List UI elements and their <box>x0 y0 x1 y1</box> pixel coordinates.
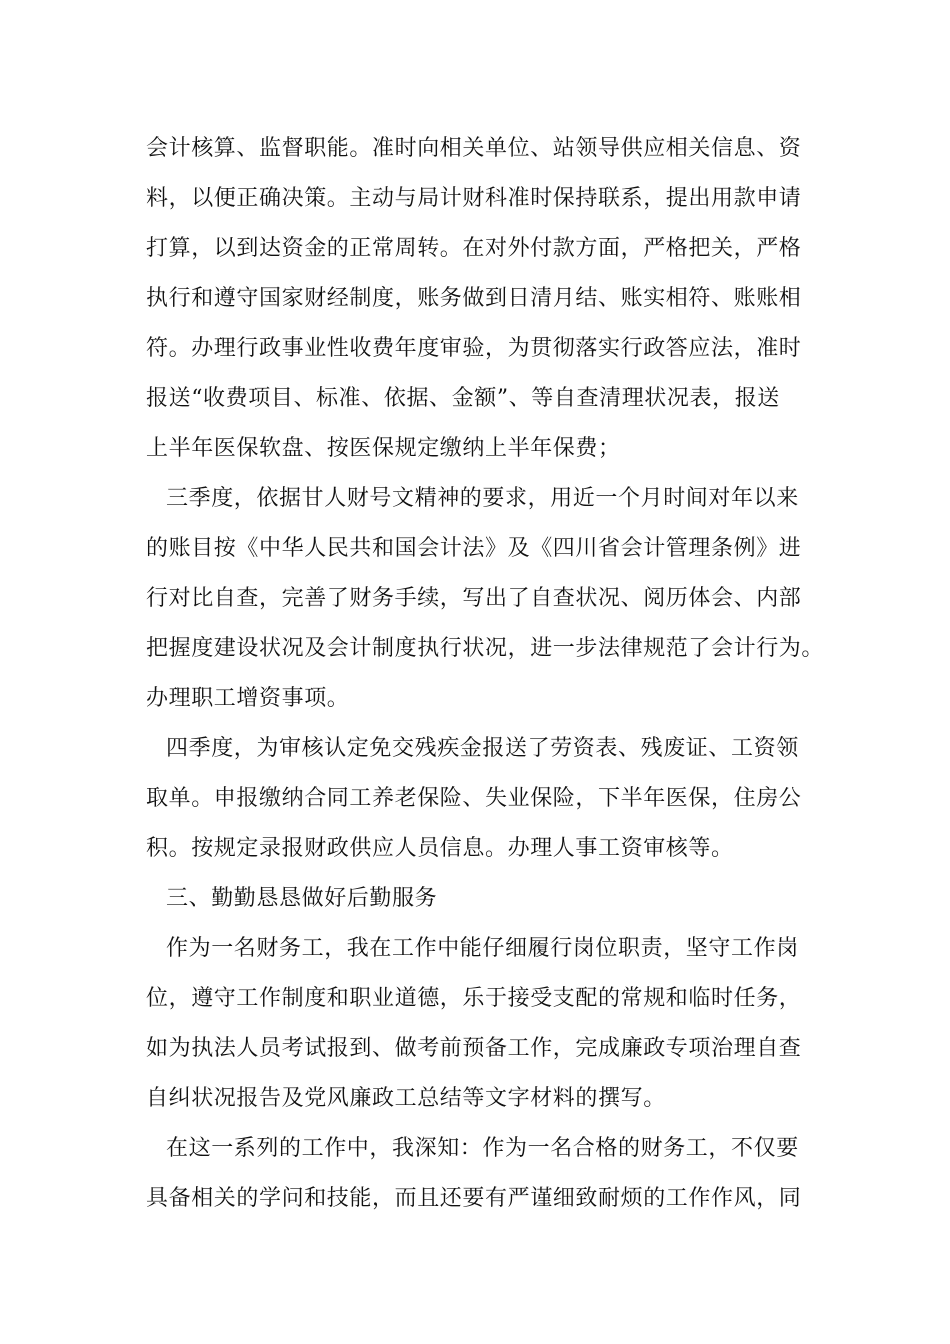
paragraph-first-line: 四季度，为审核认定免交残疾金报送了劳资表、残废证、工资领 <box>166 736 799 761</box>
body-text-line: 取单。申报缴纳合同工养老保险、失业保险，下半年医保，住房公 <box>146 786 802 811</box>
body-text-line: 会计核算、监督职能。准时向相关单位、站领导供应相关信息、资 <box>146 136 802 161</box>
body-text-line: 把握度建设状况及会计制度执行状况，进一步法律规范了会计行为。 <box>146 636 825 661</box>
paragraph-first-line: 作为一名财务工，我在工作中能仔细履行岗位职责，坚守工作岗 <box>166 936 799 961</box>
body-text-line: 行对比自查，完善了财务手续，写出了自查状况、阅历体会、内部 <box>146 586 802 611</box>
body-text-line: 执行和遵守国家财经制度，账务做到日清月结、账实相符、账账相 <box>146 286 802 311</box>
body-text-line: 如为执法人员考试报到、做考前预备工作，完成廉政专项治理自查 <box>146 1036 802 1061</box>
body-text-line: 报送“收费项目、标准、依据、金额”、等自查清理状况表，报送 <box>146 386 780 411</box>
paragraph-first-line: 三季度，依据甘人财号文精神的要求，用近一个月时间对年以来 <box>166 486 799 511</box>
body-text-line: 打算，以到达资金的正常周转。在对外付款方面，严格把关，严格 <box>146 236 802 261</box>
body-text-line: 自纠状况报告及党风廉政工总结等文字材料的撰写。 <box>146 1086 666 1111</box>
body-text-line: 位，遵守工作制度和职业道德，乐于接受支配的常规和临时任务， <box>146 986 802 1011</box>
body-text-line: 积。按规定录报财政供应人员信息。办理人事工资审核等。 <box>146 836 734 861</box>
body-text-line: 的账目按《中华人民共和国会计法》及《四川省会计管理条例》进 <box>146 536 802 561</box>
body-text-line: 办理职工增资事项。 <box>146 686 350 711</box>
body-text-line: 上半年医保软盘、按医保规定缴纳上半年保费； <box>146 436 621 461</box>
body-text-line: 具备相关的学问和技能，而且还要有严谨细致耐烦的工作作风，同 <box>146 1186 802 1211</box>
body-text-line: 符。办理行政事业性收费年度审验，为贯彻落实行政答应法，准时 <box>146 336 802 361</box>
section-heading: 三、勤勤恳恳做好后勤服务 <box>166 886 438 911</box>
body-text-line: 料，以便正确决策。主动与局计财科准时保持联系，提出用款申请 <box>146 186 802 211</box>
paragraph-first-line: 在这一系列的工作中，我深知：作为一名合格的财务工，不仅要 <box>166 1136 799 1161</box>
